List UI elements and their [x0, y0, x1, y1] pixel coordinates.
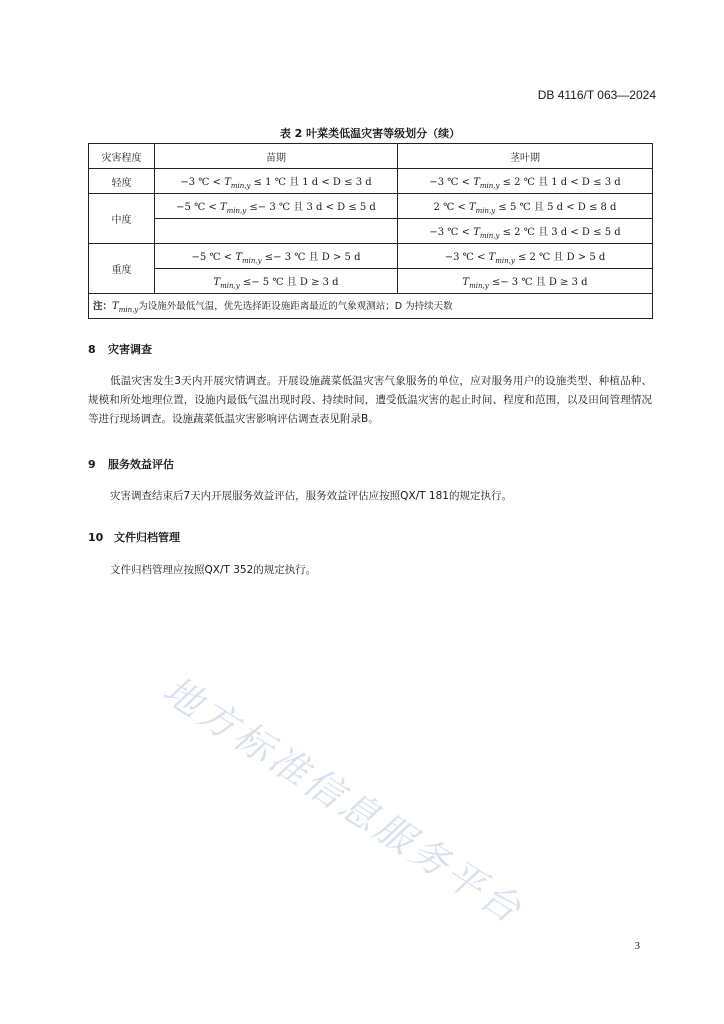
formula-symbol: T: [224, 176, 231, 188]
note-symbol: T: [112, 301, 119, 312]
watermark: 地方标准信息服务平台: [155, 667, 532, 934]
section-heading-10: [88, 529, 180, 545]
formula-suffix: ≤ 2 ℃ 且 1 d < D ≤ 3 d: [499, 176, 621, 188]
formula-subscript: min,y: [479, 231, 500, 240]
column-header: 茎叶期: [398, 144, 653, 169]
section-heading-9: [88, 456, 174, 472]
table-header-row: [89, 144, 653, 169]
disaster-grade-table: [88, 143, 653, 319]
formula-prefix: 2 ℃ <: [433, 201, 469, 213]
formula-prefix: −5 ℃ <: [176, 201, 220, 213]
formula-subscript: min,y: [226, 206, 247, 215]
grade-label: 重度: [89, 244, 155, 294]
formula-prefix: −3 ℃ <: [429, 176, 474, 188]
formula-suffix: ≤ 2 ℃ 且 D > 5 d: [514, 251, 606, 263]
formula-subscript: min,y: [242, 256, 262, 265]
table-row: [89, 219, 653, 244]
document-id: DB 4116/T 063—2024: [537, 88, 656, 102]
formula-symbol: T: [473, 226, 480, 238]
criteria-cell: [155, 169, 398, 194]
formula-symbol: T: [488, 251, 496, 263]
formula-suffix: ≤− 5 ℃ 且 D ≥ 3 d: [239, 276, 339, 288]
formula-prefix: −3 ℃ <: [180, 176, 225, 188]
formula-subscript: min,y: [469, 281, 489, 290]
criteria-cell: [155, 194, 398, 219]
section-body-9: 灾害调查结束后7天内开展服务效益评估，服务效益评估应按照QX/T 181的规定执行。: [110, 490, 512, 502]
table-row: [89, 169, 653, 194]
table-note: [89, 294, 653, 319]
formula-suffix: ≤ 2 ℃ 且 3 d < D ≤ 5 d: [499, 226, 621, 238]
criteria-cell: [398, 169, 653, 194]
formula-subscript: min,y: [220, 281, 240, 290]
section-title: 服务效益评估: [108, 458, 174, 471]
formula-prefix: −5 ℃ <: [191, 251, 236, 263]
formula-subscript: min,y: [475, 206, 496, 215]
formula-symbol: T: [235, 251, 243, 263]
formula-suffix: ≤ 1 ℃ 且 1 d < D ≤ 3 d: [250, 176, 372, 188]
criteria-cell: [398, 244, 653, 269]
page-number: 3: [634, 940, 640, 952]
table-note-row: [89, 294, 653, 319]
criteria-cell: [398, 269, 653, 294]
column-header: 苗期: [155, 144, 398, 169]
formula-suffix: ≤− 3 ℃ 且 3 d < D ≤ 5 d: [246, 201, 376, 213]
section-number: 10: [88, 531, 104, 544]
formula-symbol: T: [220, 201, 227, 213]
formula-subscript: min,y: [479, 181, 500, 190]
empty-cell: [155, 219, 398, 244]
criteria-cell: [155, 244, 398, 269]
section-title: 灾害调查: [108, 343, 152, 356]
table-row: [89, 269, 653, 294]
formula-symbol: T: [213, 276, 221, 288]
grade-label: 中度: [89, 194, 155, 244]
grade-label: 轻度: [89, 169, 155, 194]
section-title: 文件归档管理: [114, 531, 180, 544]
formula-prefix: −3 ℃ <: [444, 251, 489, 263]
criteria-cell: [398, 219, 653, 244]
table-row: [89, 194, 653, 219]
section-heading-8: [88, 341, 152, 357]
section-body-10: 文件归档管理应按照QX/T 352的规定执行。: [110, 564, 317, 576]
section-body-8: 低温灾害发生3天内开展灾情调查。开展设施蔬菜低温灾害气象服务的单位，应对服务用户的设施类型、种植品种、规模和所处地理位置，设施内最低气温出现时段、持续时间，遭受低温灾害的起止时间、程度和范围，以及田间管理情况等进行现场调查。设施蔬菜低温灾害影响评估调查表见附录B。: [88, 375, 652, 425]
formula-subscript: min,y: [230, 181, 251, 190]
formula-suffix: ≤− 3 ℃ 且 D > 5 d: [261, 251, 361, 263]
table-caption: 表 2 叶菜类低温灾害等级划分（续）: [279, 127, 461, 140]
formula-symbol: T: [462, 276, 470, 288]
section-number: 9: [88, 458, 96, 471]
note-subscript: min,y: [118, 306, 139, 314]
formula-suffix: ≤ 5 ℃ 且 5 d < D ≤ 8 d: [495, 201, 617, 213]
table-row: [89, 244, 653, 269]
formula-prefix: −3 ℃ <: [429, 226, 474, 238]
note-prefix: 注：: [93, 301, 113, 312]
note-text: 为设施外最低气温，优先选择距设施距离最近的气象观测站；D 为持续天数: [138, 301, 453, 312]
criteria-cell: [155, 269, 398, 294]
column-header: 灾害程度: [89, 144, 155, 169]
formula-subscript: min,y: [495, 256, 515, 265]
criteria-cell: [398, 194, 653, 219]
formula-symbol: T: [469, 201, 476, 213]
formula-symbol: T: [473, 176, 480, 188]
formula-suffix: ≤− 3 ℃ 且 D ≥ 3 d: [488, 276, 588, 288]
section-number: 8: [88, 343, 96, 356]
